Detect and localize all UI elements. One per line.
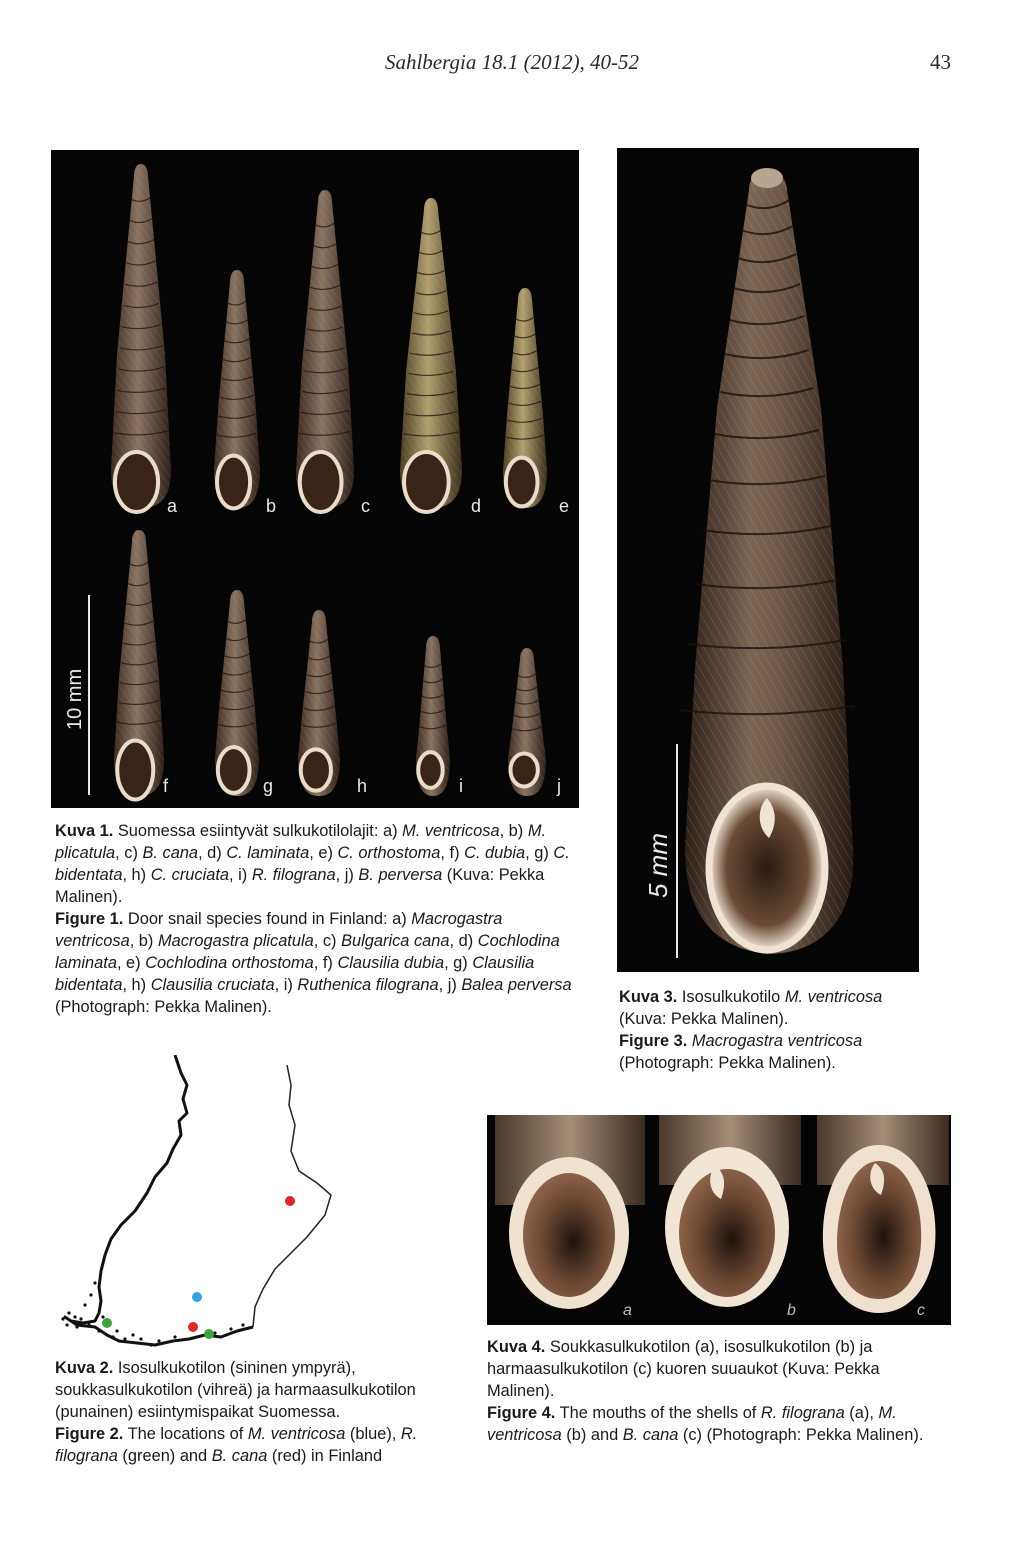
caption-kuva-2: Kuva 2. Isosulkukotilon (sininen ympyrä), soukkasulkukotilon (vihreä) ja harmaasulkukotilon (punainen) esiintymispaikat Suomessa. [55,1359,416,1421]
caption-figure-2-en: Figure 2. The locations of M. ventricosa (blue), R. filograna (green) and B. cana (red) in Finland [55,1425,418,1465]
shell-label-i: i [459,776,463,796]
island-dot [89,1293,92,1296]
shell-label-b: b [266,496,277,516]
figure-2-map [55,1055,355,1355]
border [253,1065,331,1327]
marker-m-ventricosa [192,1292,202,1302]
scale-label-10mm: 10 mm [64,668,86,730]
shell-e [503,288,569,516]
large-shell [680,168,855,954]
mouth-a [509,1157,629,1309]
marker-b-cana-2 [188,1322,198,1332]
journal-citation: Sahlbergia 18.1 (2012), 40-52 [384,50,640,74]
caption-figure-1 [55,820,585,1018]
island-dot [131,1333,134,1336]
shell-b [214,270,276,516]
island-dot [97,1329,100,1332]
shell-label-f: f [163,776,169,796]
shell-h [298,610,367,796]
island-dot [93,1281,96,1284]
island-dot [87,1323,90,1326]
caption-kuva-1: Kuva 1. Suomessa esiintyvät sulkukotilolajit: a) M. ventricosa, b) M. plicatula, c) B. cana, d) C. laminata, e) C. orthostoma, f) C. dubia, g) C. bidentata, h) C. cruciata, i) R. filograna, j) B. perversa (Kuva: Pekka Malinen). [55,822,570,906]
shell-label-j: j [557,776,561,796]
island-dot [79,1317,82,1320]
caption-figure-1-en: Figure 1. Door snail species found in Finland: a) Macrogastra ventricosa, b) Macrogastra plicatula, c) Bulgarica cana, d) Cochlodina laminata, e) Cochlodina orthostoma, f) Clausilia dubia, g) Clausilia bidentata, h) Clausilia cruciata, i) Ruthenica filograna, j) Balea perversa (Photograph: Pekka Malinen). [55,910,572,1016]
mouth-label-b: b [787,1302,796,1319]
caption-figure-3 [619,986,919,1074]
shell-label-d: d [471,496,482,516]
mouth-b [665,1147,789,1307]
shell-i [416,636,463,796]
marker-r-filograna-1 [102,1318,112,1328]
coastline [65,1055,253,1345]
caption-figure-4-en: Figure 4. The mouths of the shells of R. filograna (a), M. ventricosa (b) and B. cana (c) (Photograph: Pekka Malinen). [487,1404,924,1444]
mouth-label-a: a [623,1302,632,1319]
shell-label-e: e [559,496,570,516]
mouth-label-c: c [917,1302,925,1319]
caption-kuva-4: Kuva 4. Soukkasulkukotilon (a), isosulkukotilon (b) ja harmaasulkukotilon (c) kuoren suuaukot (Kuva: Pekka Malinen). [487,1338,880,1400]
island-dot [115,1329,118,1332]
island-dot [75,1325,78,1328]
marker-r-filograna-2 [204,1329,214,1339]
shell-label-a: a [167,496,178,516]
figure-4-photo [487,1115,951,1325]
shell-g [215,590,273,796]
shell-label-h: h [357,776,368,796]
figure-3-photo [617,148,919,972]
island-dot [149,1343,152,1346]
island-dot [73,1315,76,1318]
shell-j [508,648,561,796]
island-dot [157,1339,160,1342]
scale-label-5mm: 5 mm [643,833,673,898]
island-dot [123,1337,126,1340]
island-dot [61,1317,64,1320]
island-dot [67,1311,70,1314]
figure-1-photo [51,150,579,808]
shell-label-g: g [263,776,274,796]
caption-figure-4 [487,1336,942,1446]
caption-figure-3-en: Figure 3. Macrogastra ventricosa (Photograph: Pekka Malinen). [619,1032,863,1072]
island-dot [139,1337,142,1340]
caption-figure-2 [55,1357,465,1467]
shell-f [114,530,169,799]
marker-b-cana-1 [285,1196,295,1206]
page-number: 43 [930,50,951,74]
island-dot [241,1323,244,1326]
island-dot [101,1315,104,1318]
island-dot [65,1323,68,1326]
island-dot [83,1303,86,1306]
island-dot [229,1327,232,1330]
caption-kuva-3: Kuva 3. Isosulkukotilo M. ventricosa (Kuva: Pekka Malinen). [619,988,883,1028]
island-dot [173,1335,176,1338]
island-dot [111,1335,114,1338]
shell-c [296,190,370,516]
mouth-c [823,1145,936,1313]
shell-d [400,198,481,516]
shell-label-c: c [361,496,370,516]
shell-a [111,164,178,516]
